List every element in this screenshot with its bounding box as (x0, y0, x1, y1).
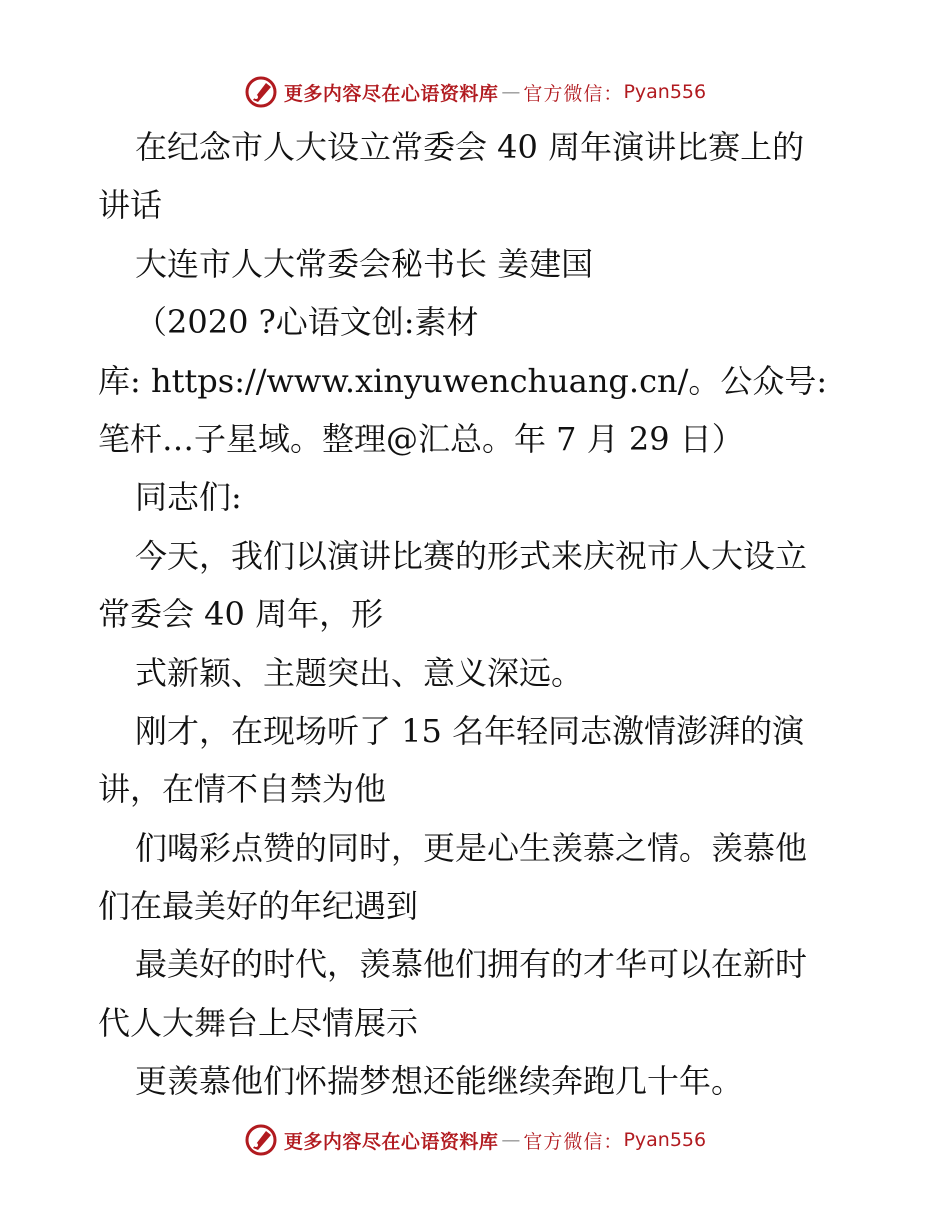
body-line: 今天，我们以演讲比赛的形式来庆祝市人大设立 (135, 536, 808, 575)
footer-wechat-label: 官方微信： (523, 1130, 624, 1153)
body-line: 更羡慕他们怀揣梦想还能继续奔跑几十年。 (135, 1062, 744, 1101)
header-wechat-handle: Pyan556 (623, 81, 707, 103)
body-line: 在纪念市人大设立常委会 40 周年演讲比赛上的 (135, 128, 805, 166)
body-line: 讲，在情不自禁为他 (98, 770, 387, 809)
body-line: 讲话 (98, 186, 163, 225)
footer-banner (0, 1120, 950, 1160)
pen-nib-logo-icon (244, 75, 278, 109)
body-line: 代人大舞台上尽情展示 (98, 1003, 419, 1042)
body-line: 式新颖、主题突出、意义深远。 (135, 653, 584, 692)
body-line: 们喝彩点赞的同时，更是心生羡慕之情。羡慕他 (135, 828, 808, 867)
body-line: 同志们: (135, 478, 242, 517)
footer-wechat-handle: Pyan556 (623, 1129, 707, 1151)
body-line: 刚才，在现场听了 15 名年轻同志激情澎湃的演 (135, 711, 805, 750)
body-line: 最美好的时代，羡慕他们拥有的才华可以在新时 (135, 945, 808, 984)
body-line: 常委会 40 周年，形 (98, 595, 384, 634)
body-line: 们在最美好的年纪遇到 (98, 887, 419, 926)
header-separator: — (501, 81, 521, 103)
header-banner (0, 72, 950, 112)
footer-separator: — (501, 1129, 521, 1151)
header-wechat-label: 官方微信： (523, 82, 624, 105)
document-body (0, 118, 950, 1111)
header-site-name: 更多内容尽在心语资料库 (283, 82, 499, 105)
body-line: 大连市人大常委会秘书长 姜建国 (135, 244, 594, 283)
pen-nib-logo-icon (244, 1123, 278, 1157)
body-line: （2020 ?心语文创:素材 (135, 303, 479, 342)
body-line: 库: https://www.xinyuwenchuang.cn/。公众号: (98, 361, 828, 400)
body-line: 笔杆…子星域。整理@汇总。年 7 月 29 日） (98, 419, 744, 458)
footer-site-name: 更多内容尽在心语资料库 (283, 1130, 499, 1153)
